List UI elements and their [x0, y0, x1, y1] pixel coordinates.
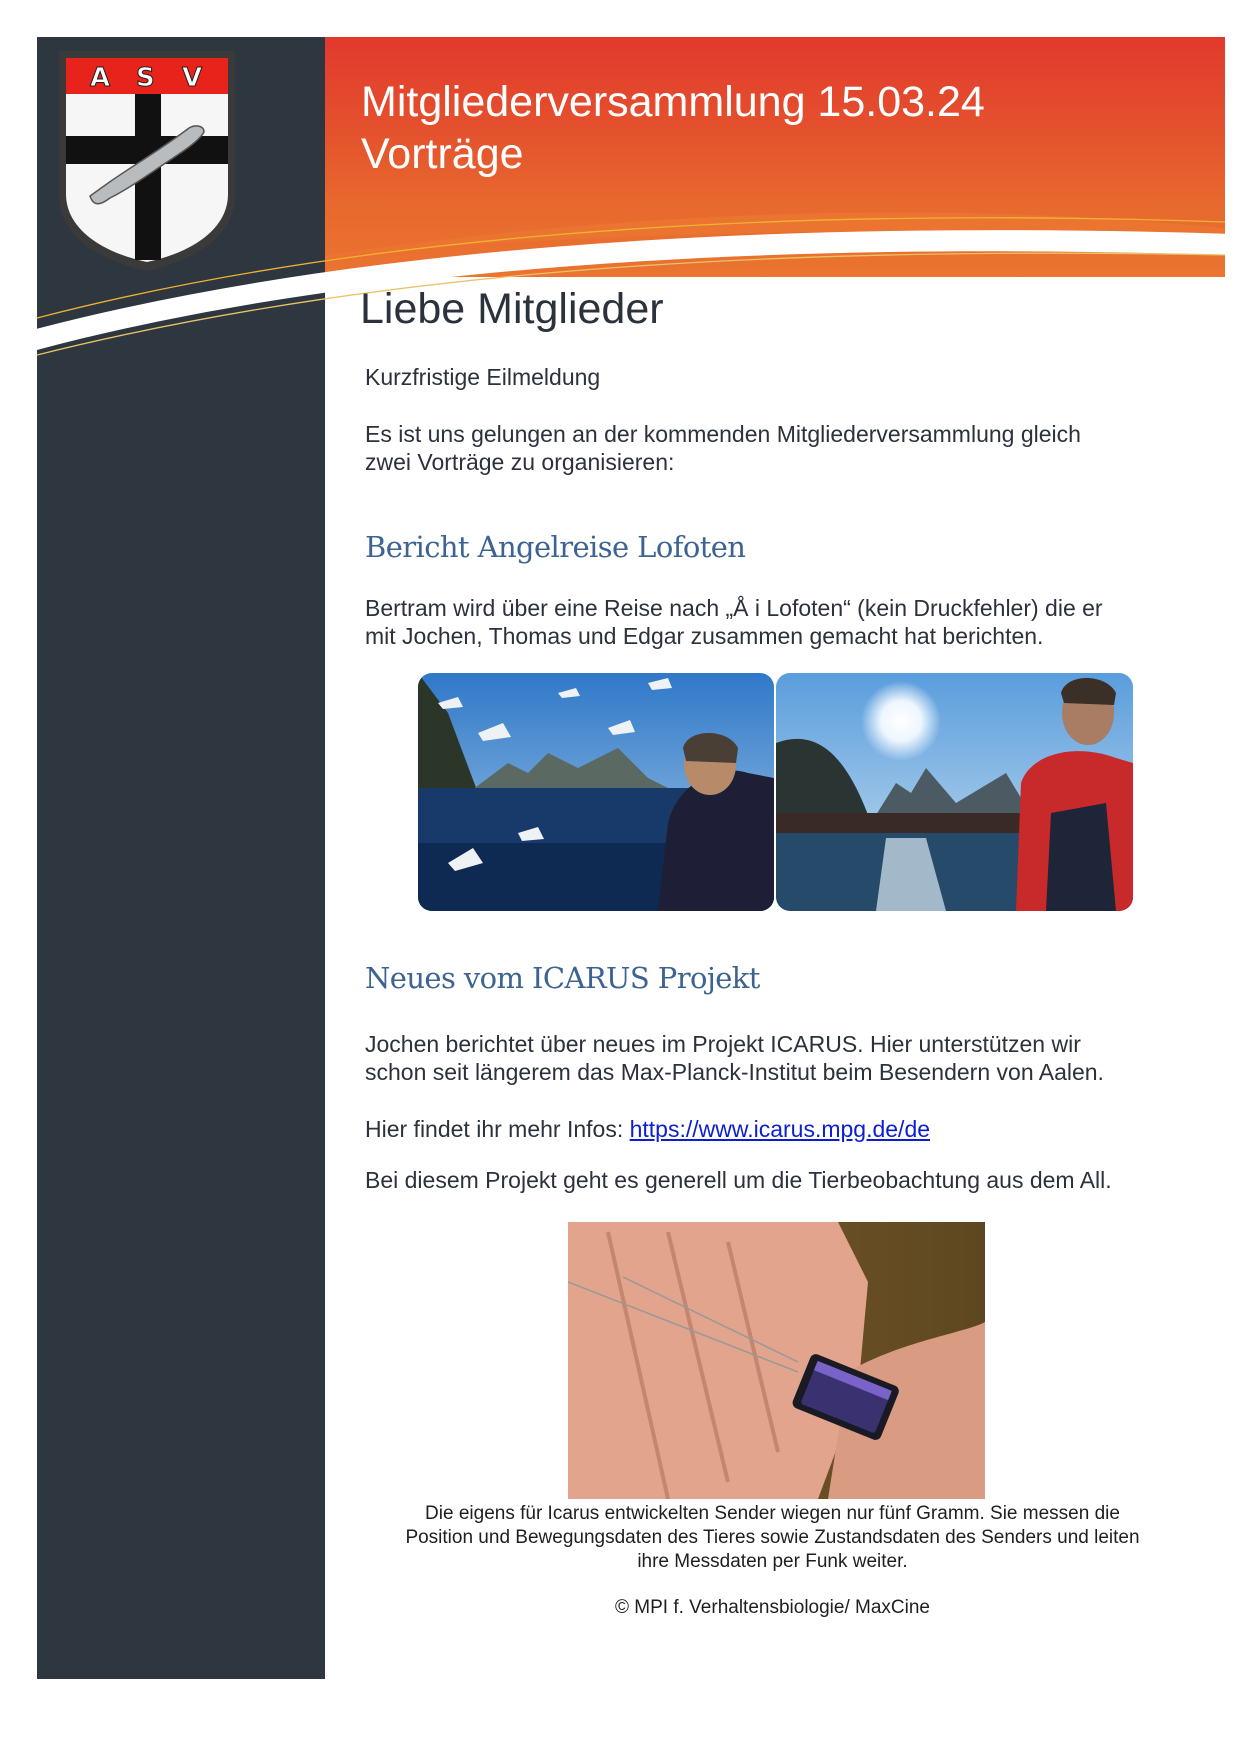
title-line-2: Vorträge — [361, 130, 524, 178]
lofoten-photo-harbor — [776, 673, 1133, 911]
page-title — [361, 76, 985, 180]
greeting-heading: Liebe Mitglieder — [360, 285, 664, 333]
icarus-text-line-1: Jochen berichtet über neues im Projekt ICARUS. Hier unterstützen wir — [365, 1031, 1081, 1057]
lofoten-photo-seagulls — [418, 673, 774, 911]
intro-text-line-2: zwei Vorträge zu organisieren: — [365, 449, 675, 475]
photo-credit: © MPI f. Verhaltensbiologie/ MaxCine — [615, 1597, 930, 1618]
section-heading-icarus: Neues vom ICARUS Projekt — [365, 961, 760, 995]
logo-letter-s: S — [136, 63, 155, 93]
photo-caption — [370, 1502, 1175, 1574]
icarus-info-line — [365, 1115, 930, 1143]
lofoten-text-line-1: Bertram wird über eine Reise nach „Å i Lofoten“ (kein Druckfehler) die er — [365, 595, 1103, 621]
title-line-1: Mitgliederversammlung 15.03.24 — [361, 78, 985, 126]
section-heading-lofoten: Bericht Angelreise Lofoten — [365, 530, 746, 564]
intro-text-line-1: Es ist uns gelungen an der kommenden Mitgliederversammlung gleich — [365, 421, 1081, 447]
icarus-summary: Bei diesem Projekt geht es generell um die Tierbeobachtung aus dem All. — [365, 1167, 1112, 1193]
icarus-link[interactable]: https://www.icarus.mpg.de/de — [629, 1116, 931, 1142]
lofoten-text-line-2: mit Jochen, Thomas und Edgar zusammen gemacht hat berichten. — [365, 623, 1044, 649]
info-prefix: Hier findet ihr mehr Infos: — [365, 1116, 630, 1142]
icarus-transmitter-photo — [568, 1222, 985, 1499]
caption-line-1: Die eigens für Icarus entwickelten Sender wiegen nur fünf Gramm. Sie messen die — [425, 1503, 1120, 1524]
caption-line-3: ihre Messdaten per Funk weiter. — [637, 1551, 908, 1572]
logo-letter-v: V — [182, 63, 203, 93]
caption-line-2: Position und Bewegungsdaten des Tieres sowie Zustandsdaten des Senders und leiten — [405, 1527, 1140, 1548]
icarus-text-line-2: schon seit längerem das Max-Planck-Institut beim Besendern von Aalen. — [365, 1059, 1104, 1085]
intro-subtitle: Kurzfristige Eilmeldung — [365, 364, 601, 390]
asv-logo — [54, 46, 240, 274]
logo-letter-a: A — [90, 63, 111, 93]
